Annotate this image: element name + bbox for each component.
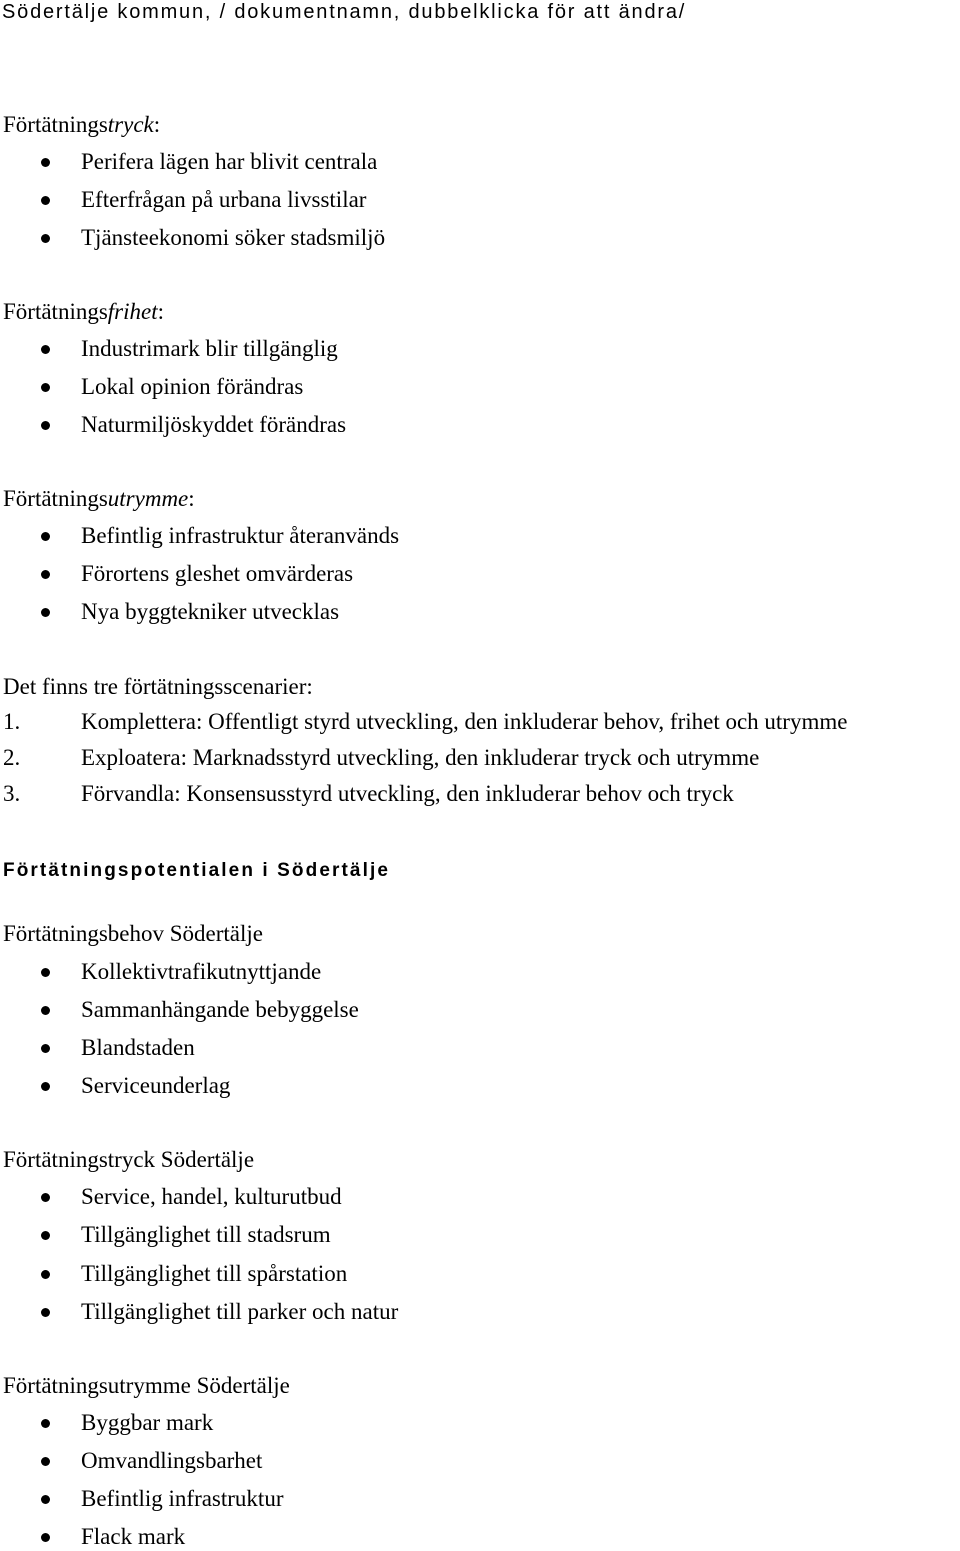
list-item: Tjänsteekonomi söker stadsmiljö xyxy=(81,225,386,250)
heading-suffix: : xyxy=(153,112,161,137)
list-item: Naturmiljöskyddet förändras xyxy=(81,412,347,437)
scenario-item: Komplettera: Offentligt styrd utveckling, den inkluderar behov, frihet och utrymme xyxy=(81,709,848,734)
list-item: Perifera lägen har blivit centrala xyxy=(81,149,378,174)
list-item: Serviceunderlag xyxy=(81,1073,231,1098)
bullet-icon xyxy=(41,1082,50,1091)
list-item: Service, handel, kulturutbud xyxy=(81,1184,342,1209)
heading-prefix: Förtätnings xyxy=(3,486,108,511)
list-item: Lokal opinion förändras xyxy=(81,374,304,399)
bullet-icon xyxy=(41,1495,50,1504)
bullet-icon xyxy=(41,1533,50,1542)
list-title-behov: Förtätningsbehov Södertälje xyxy=(3,921,263,946)
list-item: Kollektivtrafikutnyttjande xyxy=(81,959,322,984)
list-item: Tillgänglighet till stadsrum xyxy=(81,1222,331,1247)
bullet-icon xyxy=(41,158,50,167)
bullet-icon xyxy=(41,234,50,243)
list-item: Sammanhängande bebyggelse xyxy=(81,997,359,1022)
heading-prefix: Förtätnings xyxy=(3,112,108,137)
heading-emphasis: utrymme xyxy=(107,486,189,511)
bullet-icon xyxy=(41,968,50,977)
section-heading-tryck xyxy=(3,111,160,139)
bullet-icon xyxy=(41,1044,50,1053)
scenario-number: 1. xyxy=(3,709,21,734)
list-item: Förortens gleshet omvärderas xyxy=(81,561,354,586)
scenarios-intro: Det finns tre förtätningsscenarier: xyxy=(3,674,313,699)
bullet-icon xyxy=(41,196,50,205)
section-heading-utrymme xyxy=(3,485,195,513)
scenario-number: 2. xyxy=(3,745,21,770)
list-title-utrymme: Förtätningsutrymme Södertälje xyxy=(3,1373,290,1398)
bullet-icon xyxy=(41,532,50,541)
section-heading-frihet xyxy=(3,298,164,326)
bullet-icon xyxy=(41,383,50,392)
bullet-icon xyxy=(41,608,50,617)
scenario-number: 3. xyxy=(3,781,21,806)
bullet-icon xyxy=(41,1308,50,1317)
scenario-item: Förvandla: Konsensusstyrd utveckling, den inkluderar behov och tryck xyxy=(81,781,734,806)
list-item: Byggbar mark xyxy=(81,1410,214,1435)
list-item: Industrimark blir tillgänglig xyxy=(81,336,338,361)
heading-suffix: : xyxy=(188,486,195,511)
bullet-icon xyxy=(41,570,50,579)
bullet-icon xyxy=(41,1457,50,1466)
heading-emphasis: tryck xyxy=(107,112,154,137)
heading-prefix: Förtätnings xyxy=(3,299,108,324)
bullet-icon xyxy=(41,1231,50,1240)
list-item: Flack mark xyxy=(81,1524,186,1549)
bullet-icon xyxy=(41,1006,50,1015)
scenario-item: Exploatera: Marknadsstyrd utveckling, den inkluderar tryck och utrymme xyxy=(81,745,760,770)
list-item: Blandstaden xyxy=(81,1035,195,1060)
bullet-icon xyxy=(41,345,50,354)
list-item: Tillgänglighet till parker och natur xyxy=(81,1299,399,1324)
list-item: Nya byggtekniker utvecklas xyxy=(81,599,340,624)
list-item: Befintlig infrastruktur xyxy=(81,1486,284,1511)
heading-emphasis: frihet xyxy=(107,299,158,324)
list-title-tryck: Förtätningstryck Södertälje xyxy=(3,1147,255,1172)
bullet-icon xyxy=(41,1193,50,1202)
section-title: Förtätningspotentialen i Södertälje xyxy=(3,860,391,881)
list-item: Befintlig infrastruktur återanvänds xyxy=(81,523,400,548)
list-item: Omvandlingsbarhet xyxy=(81,1448,263,1473)
list-item: Tillgänglighet till spårstation xyxy=(81,1261,348,1286)
bullet-icon xyxy=(41,1270,50,1279)
list-item: Efterfrågan på urbana livsstilar xyxy=(81,187,367,212)
bullet-icon xyxy=(41,1419,50,1428)
heading-suffix: : xyxy=(157,299,165,324)
bullet-icon xyxy=(41,421,50,430)
document-header: Södertälje kommun, / dokumentnamn, dubbelklicka för att ändra/ xyxy=(2,1,687,23)
